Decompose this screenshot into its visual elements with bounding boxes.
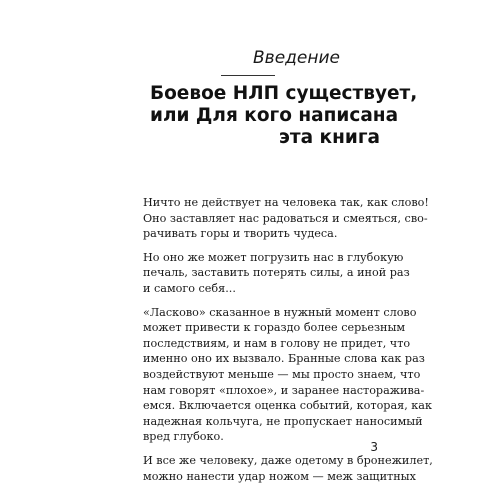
chapter-title-line: или Для кого написана <box>150 105 399 126</box>
text-line: емся. Включается оценка событий, которая, как <box>143 399 432 413</box>
text-line: рачивать горы и творить чудеса. <box>143 227 338 241</box>
text-line: «Ласково» сказанное в нужный момент слово <box>143 305 417 319</box>
body-text <box>143 195 433 484</box>
section-label: Введение <box>253 48 340 68</box>
page-number: 3 <box>370 440 378 454</box>
text-line: именно оно их вызвало. Бранные слова как раз <box>143 352 425 366</box>
paragraph <box>143 195 429 242</box>
text-line: последствиям, и нам в голову не придет, что <box>143 336 411 350</box>
text-line: воздействуют меньше — мы просто знаем, что <box>143 367 421 381</box>
section-divider <box>221 75 275 76</box>
text-line: Ничто не действует на человека так, как слово! <box>143 196 429 209</box>
text-line: нам говорят «плохое», и заранее насторажива- <box>143 383 425 397</box>
text-line: и самого себя... <box>143 281 236 295</box>
paragraph <box>143 305 432 445</box>
text-line: вред глубоко. <box>143 430 224 444</box>
text-line: может привести к гораздо более серьезным <box>143 321 406 335</box>
chapter-title-line: эта книга <box>278 127 380 148</box>
text-line: надежная кольчуга, не пропускает наносимый <box>143 414 423 428</box>
text-line: Оно заставляет нас радоваться и смеяться, сво- <box>143 211 428 225</box>
text-line: Но оно же может погрузить нас в глубокую <box>143 250 404 264</box>
paragraph <box>143 453 433 484</box>
text-line: печаль, заставить потерять силы, а иной раз <box>143 266 410 280</box>
chapter-title-line: Боевое НЛП существует, <box>150 83 418 104</box>
paragraph <box>143 250 410 297</box>
text-line: И все же человеку, даже одетому в бронежилет, <box>143 453 433 467</box>
chapter-title <box>150 83 418 149</box>
text-line: можно нанести удар ножом — меж защитных <box>143 469 416 483</box>
